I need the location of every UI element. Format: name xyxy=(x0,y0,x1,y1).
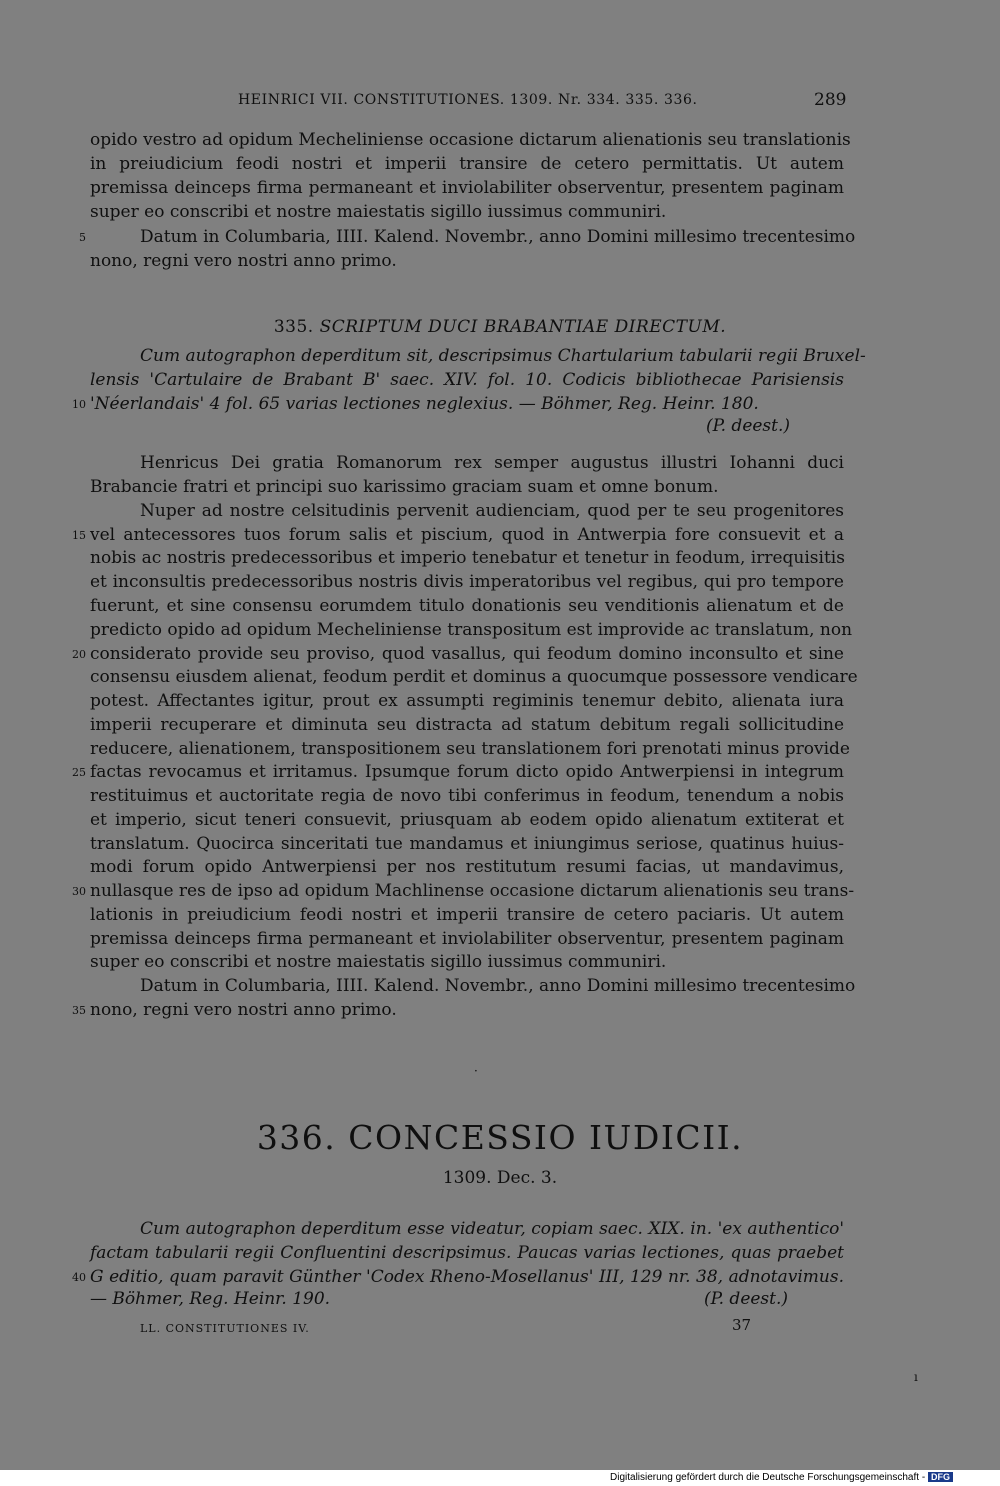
line-number: 35 xyxy=(72,1004,86,1017)
text-line: et imperio, sicut teneri consuevit, priusquam ab eodem opido alienatum extiterat et xyxy=(90,810,844,830)
text-line: vel antecessores tuos forum salis et piscium, quod in Antwerpia fore consuevit et a xyxy=(90,525,844,545)
digitization-note: Digitalisierung gefördert durch die Deutsche Forschungsgemeinschaft - xyxy=(610,1472,926,1483)
text-line: Datum in Columbaria, IIII. Kalend. Novembr., anno Domini millesimo trecentesimo xyxy=(140,976,856,996)
edition-note: (P. deest.) xyxy=(706,416,791,436)
source-note-line: factam tabularii regii Confluentini descripsimus. Paucas varias lectiones, quas praebet xyxy=(90,1243,844,1263)
text-line: premissa deinceps firma permaneant et inviolabiliter observentur, presentem paginam xyxy=(90,929,844,949)
text-line: in preiudicium feodi nostri et imperii transire de cetero permittatis. Ut autem xyxy=(90,154,844,174)
text-line: restituimus et auctoritate regia de novo tibi conferimus in feodum, tenendum a nobis xyxy=(90,786,844,806)
dfg-logo: DFG xyxy=(928,1472,953,1482)
separator-dot: · xyxy=(474,1064,478,1078)
text-line: super eo conscribi et nostre maiestatis sigillo iussimus communiri. xyxy=(90,952,667,972)
line-number: 25 xyxy=(72,766,86,779)
text-line: super eo conscribi et nostre maiestatis sigillo iussimus communiri. xyxy=(90,202,667,222)
document-number: 335. xyxy=(273,317,314,337)
text-line: nono, regni vero nostri anno primo. xyxy=(90,1000,397,1020)
line-number: 10 xyxy=(72,398,86,411)
text-line: Datum in Columbaria, IIII. Kalend. Novembr., anno Domini millesimo trecentesimo xyxy=(140,227,856,247)
text-line: opido vestro ad opidum Mecheliniense occasione dictarum alienationis seu translationis xyxy=(90,130,851,150)
source-note-line: 'Néerlandais' 4 fol. 65 varias lectiones neglexius. — Böhmer, Reg. Heinr. 180. xyxy=(90,394,759,414)
page-number: 289 xyxy=(814,90,847,110)
text-line: nobis ac nostris predecessoribus et imperio tenebatur et tenetur in feodum, irrequisitis xyxy=(90,548,845,568)
text-line: consensu eiusdem alienat, feodum perdit et dominus a quocumque possessore vendicare xyxy=(90,667,858,687)
document-heading-336: 336. CONCESSIO IUDICII. xyxy=(256,1118,744,1157)
text-line: potest. Affectantes igitur, prout ex assumpti regiminis tenemur debito, alienata iura xyxy=(90,691,844,711)
text-line: fuerunt, et sine consensu eorumdem titulo donationis seu venditionis alienatum et de xyxy=(90,596,844,616)
edition-note: (P. deest.) xyxy=(704,1289,789,1309)
line-number: 40 xyxy=(72,1271,86,1284)
text-line: Nuper ad nostre celsitudinis pervenit audienciam, quod per te seu progenitores xyxy=(140,501,844,521)
text-line: predicto opido ad opidum Mecheliniense transpositum est improvide ac translatum, non xyxy=(90,620,853,640)
digitization-credit xyxy=(610,1472,953,1483)
text-line: premissa deinceps firma permaneant et inviolabiliter observentur, presentem paginam xyxy=(90,178,844,198)
line-number: 15 xyxy=(72,529,86,542)
document-date-336: 1309. Dec. 3. xyxy=(442,1168,558,1188)
text-line: et inconsultis predecessoribus nostris divis imperatoribus vel regibus, qui pro tempore xyxy=(90,572,844,592)
footer-collection: LL. CONSTITUTIONES IV. xyxy=(140,1322,310,1335)
source-note-line: — Böhmer, Reg. Heinr. 190. xyxy=(90,1289,331,1309)
footer-signature: 37 xyxy=(732,1316,752,1334)
line-number: 30 xyxy=(72,885,86,898)
document-heading-335 xyxy=(0,317,1000,337)
source-note-line: lensis 'Cartulaire de Brabant B' saec. XIV. fol. 10. Codicis bibliothecae Parisiensis xyxy=(90,370,844,390)
text-line: modi forum opido Antwerpiensi per nos restitutum resumi facias, ut mandavimus, xyxy=(90,857,844,877)
text-line: considerato provide seu proviso, quod vasallus, qui feodum domino inconsulto et sine xyxy=(90,644,844,664)
text-line: nono, regni vero nostri anno primo. xyxy=(90,251,397,271)
text-line: factas revocamus et irritamus. Ipsumque forum dicto opido Antwerpiensi in integrum xyxy=(90,762,844,782)
text-line: imperii recuperare et diminuta seu distracta ad statum debitum regali sollicitudine xyxy=(90,715,844,735)
text-line: lationis in preiudicium feodi nostri et imperii transire de cetero paciaris. Ut autem xyxy=(90,905,844,925)
source-note-line: Cum autographon deperditum esse videatur, copiam saec. XIX. in. 'ex authentico' xyxy=(140,1219,844,1239)
source-note-line: G editio, quam paravit Günther 'Codex Rheno-Mosellanus' III, 129 nr. 38, adnotavimus. xyxy=(90,1267,844,1287)
text-line: Henricus Dei gratia Romanorum rex semper augustus illustri Iohanni duci xyxy=(140,453,844,473)
source-note-line: Cum autographon deperditum sit, descripsimus Chartularium tabularii regii Bruxel- xyxy=(140,346,866,366)
text-line: translatum. Quocirca sinceritati tue mandamus et iniungimus seriose, quatinus huius- xyxy=(90,834,844,854)
line-number: 5 xyxy=(79,231,86,244)
text-line: nullasque res de ipso ad opidum Machlinense occasione dictarum alienationis seu trans- xyxy=(90,881,855,901)
document-title: SCRIPTUM DUCI BRABANTIAE DIRECTUM. xyxy=(319,317,727,337)
text-line: reducere, alienationem, transpositionem seu translationem fori prenotati minus provide xyxy=(90,739,850,759)
line-number: 20 xyxy=(72,648,86,661)
text-line: Brabancie fratri et principi suo karissimo graciam suam et omne bonum. xyxy=(90,477,719,497)
scan-mark: ı xyxy=(914,1370,918,1384)
running-header: HEINRICI VII. CONSTITUTIONES. 1309. Nr. 334. 335. 336. xyxy=(238,92,698,108)
